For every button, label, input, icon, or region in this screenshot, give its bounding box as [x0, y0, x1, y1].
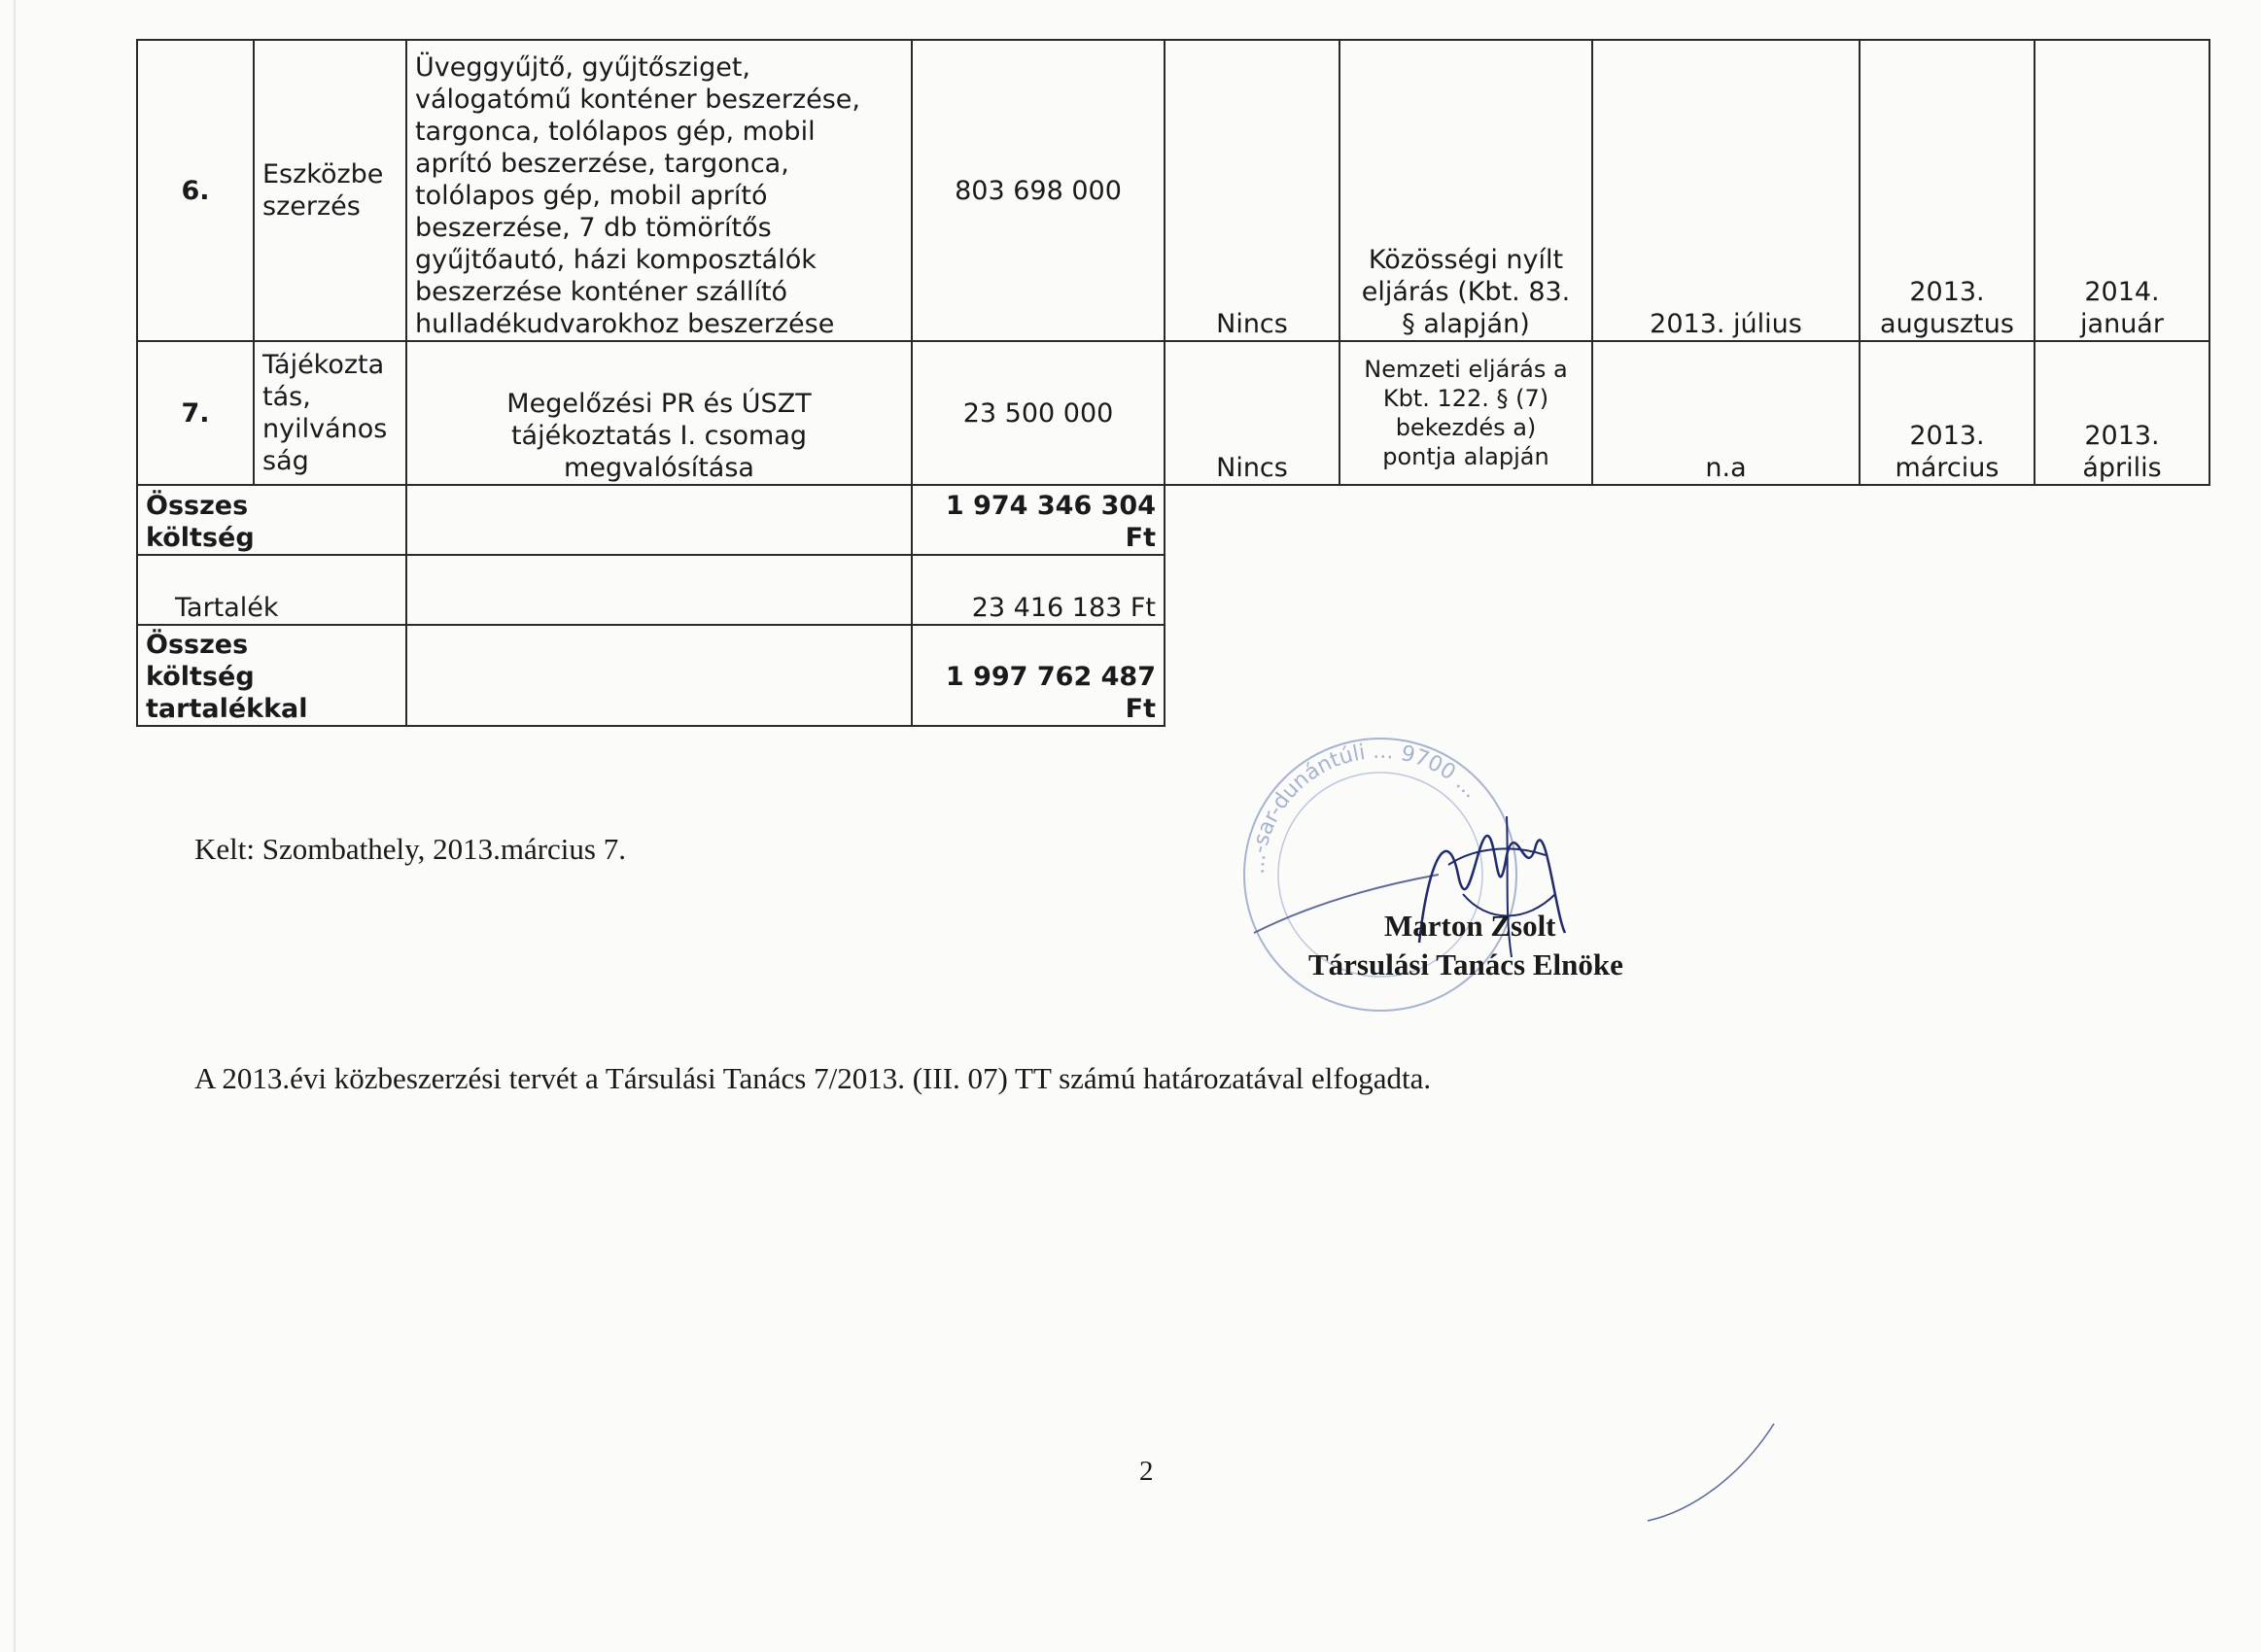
total-row: [137, 485, 2209, 555]
signer-title: Társulási Tanács Elnöke: [1308, 947, 1623, 981]
date-place-line: Kelt: Szombathely, 2013.március 7.: [194, 832, 626, 866]
row-procedure: Közösségi nyílt eljárás (Kbt. 83. § alapján): [1339, 40, 1592, 341]
page-number: 2: [1139, 1456, 1154, 1487]
total-empty: [406, 485, 912, 555]
row-date-2: 2013. március: [1860, 341, 2035, 485]
table-row: [137, 341, 2209, 485]
table-row: [137, 40, 2209, 341]
procurement-table: [136, 39, 2210, 727]
grand-total-empty: [406, 625, 912, 726]
row-number: 7.: [137, 341, 254, 485]
row-date-3: 2014. január: [2035, 40, 2209, 341]
row-date-1: n.a: [1592, 341, 1860, 485]
row-type: Eszközbe szerzés: [254, 40, 406, 341]
row-date-3: 2013. április: [2035, 341, 2209, 485]
total-value: 1 974 346 304 Ft: [912, 485, 1165, 555]
row-date-2: 2013. augusztus: [1860, 40, 2035, 341]
row-col5: Nincs: [1165, 341, 1339, 485]
row-col5: Nincs: [1165, 40, 1339, 341]
grand-total-value: 1 997 762 487 Ft: [912, 625, 1165, 726]
approval-statement: A 2013.évi közbeszerzési tervét a Társulási Tanács 7/2013. (III. 07) TT számú határozatával elfogadta.: [194, 1061, 1432, 1095]
row-description: Megelőzési PR és ÚSZT tájékoztatás I. csomag megvalósítása: [406, 341, 912, 485]
reserve-row: [137, 555, 2209, 625]
row-amount: 23 500 000: [912, 341, 1165, 485]
reserve-label: Tartalék: [137, 555, 406, 625]
row-procedure: Nemzeti eljárás a Kbt. 122. § (7) bekezdés a) pontja alapján: [1339, 341, 1592, 485]
total-label: Összes költség: [137, 485, 406, 555]
stamp-text: ...-sar-dunántúli ... 9700 ...: [1244, 739, 1483, 876]
row-date-1: 2013. július: [1592, 40, 1860, 341]
row-amount: 803 698 000: [912, 40, 1165, 341]
grand-total-label: Összes költség tartalékkal: [137, 625, 406, 726]
reserve-empty: [406, 555, 912, 625]
row-description: Üveggyűjtő, gyűjtősziget, válogatómű konténer beszerzése, targonca, tolólapos gép, mobil aprító beszerzése, targonca, tolólapos gép, mobil aprító beszerzése, 7 db tömörítős gyűjtőautó, házi komposztálók beszerzése konténer szállító hulladékudvarokhoz beszerzése: [406, 40, 912, 341]
signer-name: Marton Zsolt: [1384, 909, 1556, 943]
reserve-value: 23 416 183 Ft: [912, 555, 1165, 625]
grand-total-row: [137, 625, 2209, 726]
scan-edge: [14, 0, 16, 1652]
row-type: Tájékozta tás, nyilvános ság: [254, 341, 406, 485]
pen-mark: [1643, 1419, 1779, 1526]
row-number: 6.: [137, 40, 254, 341]
